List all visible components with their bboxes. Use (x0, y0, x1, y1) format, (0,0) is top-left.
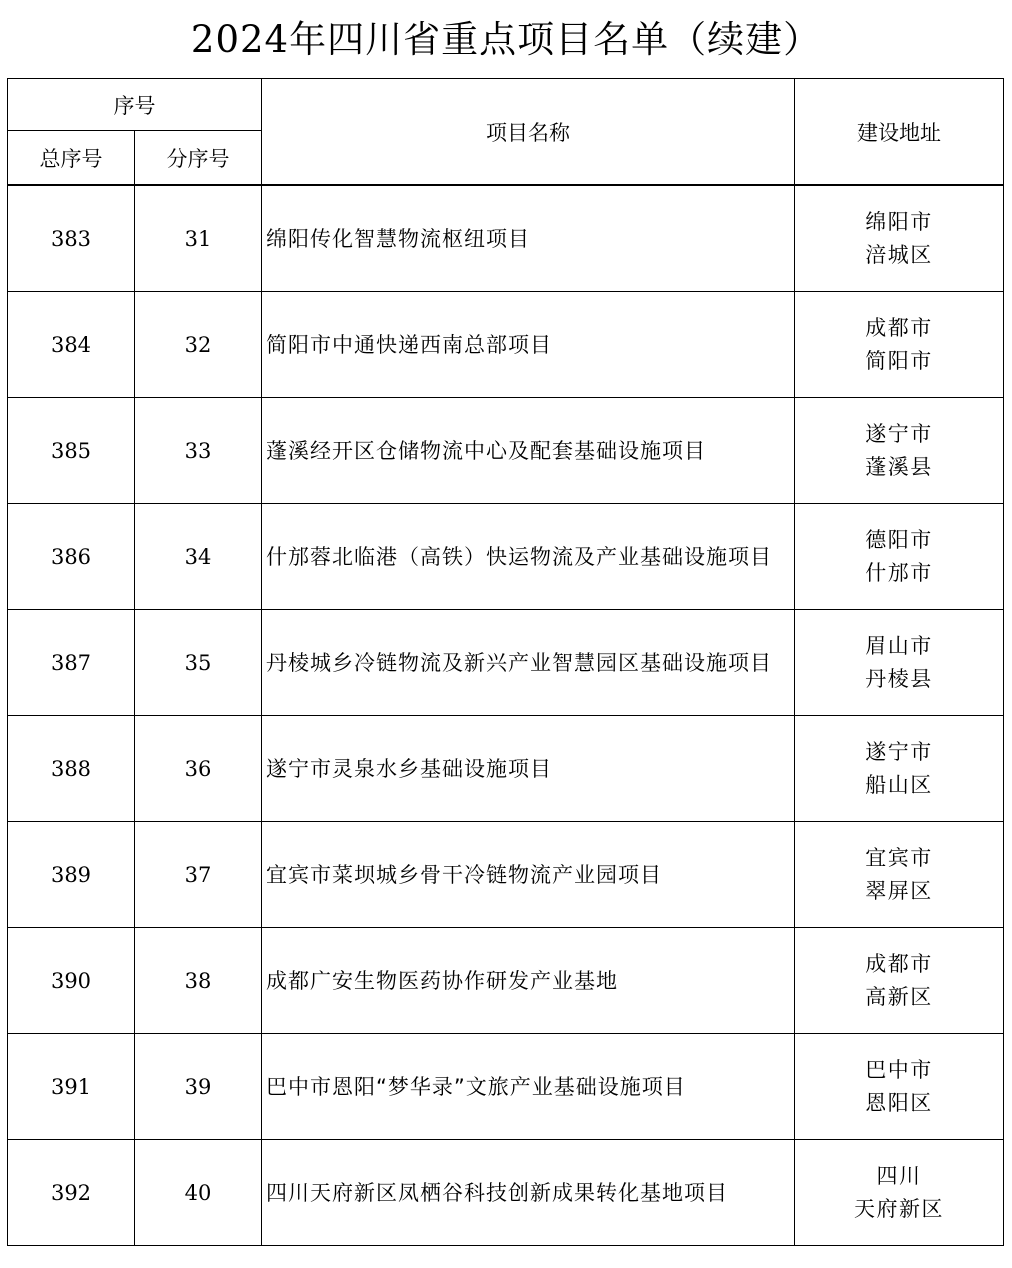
table-row (8, 1034, 1004, 1140)
total-seq-cell: 385 (8, 398, 135, 504)
total-seq-cell: 388 (8, 716, 135, 822)
sub-seq-cell: 36 (135, 716, 262, 822)
table-body (8, 185, 1004, 1246)
address-district: 什邡市 (865, 560, 933, 585)
address-cell (795, 928, 1004, 1034)
table-row (8, 398, 1004, 504)
address-city: 绵阳市 (865, 209, 933, 234)
header-sub-seq: 分序号 (135, 131, 262, 186)
header-project-name: 项目名称 (262, 79, 795, 186)
sub-seq-cell: 31 (135, 185, 262, 292)
table-row (8, 185, 1004, 292)
sub-seq-cell: 38 (135, 928, 262, 1034)
address-cell (795, 822, 1004, 928)
project-name-cell: 丹棱城乡冷链物流及新兴产业智慧园区基础设施项目 (262, 610, 795, 716)
address-district: 船山区 (865, 772, 933, 797)
address-district: 高新区 (865, 984, 933, 1009)
sub-seq-cell: 35 (135, 610, 262, 716)
address-cell (795, 504, 1004, 610)
header-address: 建设地址 (795, 79, 1004, 186)
project-name-cell: 巴中市恩阳“梦华录”文旅产业基础设施项目 (262, 1034, 795, 1140)
project-name-cell: 什邡蓉北临港（高铁）快运物流及产业基础设施项目 (262, 504, 795, 610)
table-row (8, 610, 1004, 716)
address-district: 蓬溪县 (865, 454, 933, 479)
total-seq-cell: 391 (8, 1034, 135, 1140)
address-city: 德阳市 (865, 527, 933, 552)
total-seq-cell: 389 (8, 822, 135, 928)
address-cell (795, 1140, 1004, 1246)
sub-seq-cell: 37 (135, 822, 262, 928)
total-seq-cell: 390 (8, 928, 135, 1034)
total-seq-cell: 386 (8, 504, 135, 610)
header-total-seq: 总序号 (8, 131, 135, 186)
page-title: 2024年四川省重点项目名单（续建） (190, 18, 822, 61)
address-city: 遂宁市 (865, 739, 933, 764)
project-name-cell: 绵阳传化智慧物流枢纽项目 (262, 185, 795, 292)
total-seq-cell: 383 (8, 185, 135, 292)
address-cell (795, 185, 1004, 292)
project-table (7, 78, 1004, 1246)
address-district: 翠屏区 (865, 878, 933, 903)
address-city: 遂宁市 (865, 421, 933, 446)
address-district: 恩阳区 (865, 1090, 933, 1115)
project-name-cell: 蓬溪经开区仓储物流中心及配套基础设施项目 (262, 398, 795, 504)
address-city: 眉山市 (865, 633, 933, 658)
project-name-cell: 简阳市中通快递西南总部项目 (262, 292, 795, 398)
project-name-cell: 四川天府新区凤栖谷科技创新成果转化基地项目 (262, 1140, 795, 1246)
address-city: 巴中市 (865, 1057, 933, 1082)
address-district: 涪城区 (865, 242, 933, 267)
sub-seq-cell: 33 (135, 398, 262, 504)
sub-seq-cell: 40 (135, 1140, 262, 1246)
table-row (8, 1140, 1004, 1246)
sub-seq-cell: 32 (135, 292, 262, 398)
address-district: 丹棱县 (865, 666, 933, 691)
table-row (8, 292, 1004, 398)
table-row (8, 928, 1004, 1034)
address-city: 成都市 (865, 951, 933, 976)
total-seq-cell: 384 (8, 292, 135, 398)
total-seq-cell: 392 (8, 1140, 135, 1246)
address-cell (795, 716, 1004, 822)
table-header (8, 79, 1004, 186)
address-cell (795, 292, 1004, 398)
address-district: 天府新区 (854, 1196, 944, 1221)
address-cell (795, 610, 1004, 716)
table-row (8, 504, 1004, 610)
address-cell (795, 398, 1004, 504)
header-seq-group: 序号 (8, 79, 262, 131)
table-row (8, 716, 1004, 822)
address-district: 简阳市 (865, 348, 933, 373)
sub-seq-cell: 39 (135, 1034, 262, 1140)
project-name-cell: 遂宁市灵泉水乡基础设施项目 (262, 716, 795, 822)
sub-seq-cell: 34 (135, 504, 262, 610)
address-cell (795, 1034, 1004, 1140)
table-row (8, 822, 1004, 928)
address-city: 成都市 (865, 315, 933, 340)
project-name-cell: 成都广安生物医药协作研发产业基地 (262, 928, 795, 1034)
address-city: 宜宾市 (865, 845, 933, 870)
total-seq-cell: 387 (8, 610, 135, 716)
project-name-cell: 宜宾市菜坝城乡骨干冷链物流产业园项目 (262, 822, 795, 928)
address-city: 四川 (876, 1163, 922, 1188)
